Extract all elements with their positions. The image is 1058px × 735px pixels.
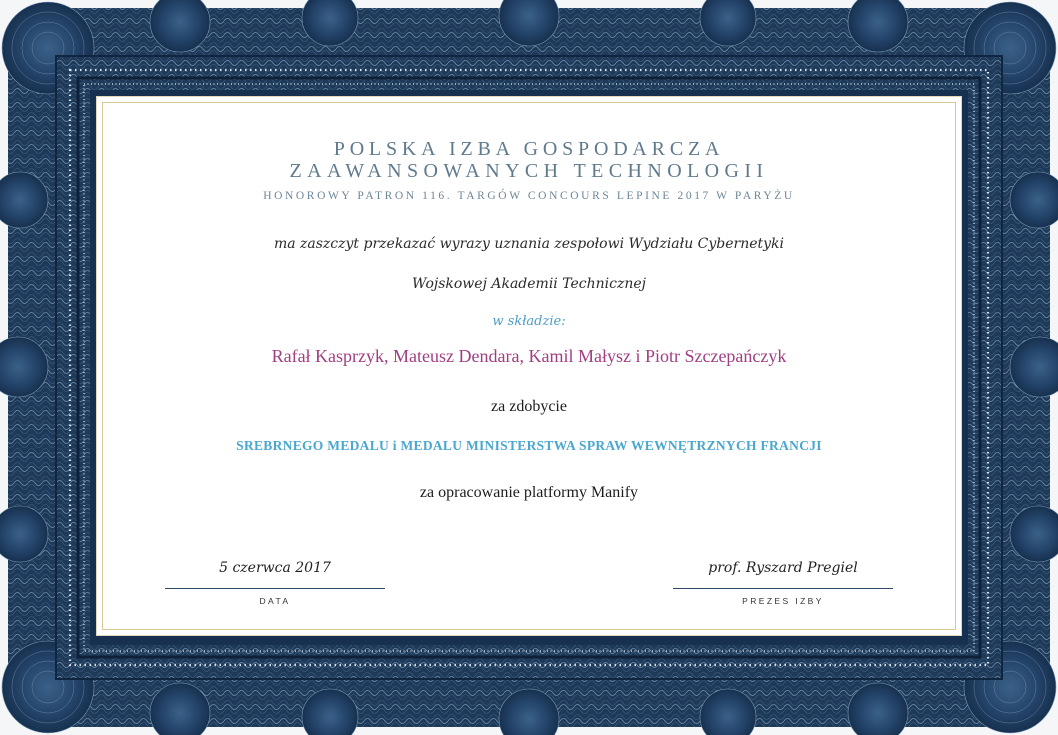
date-signature-block — [165, 560, 385, 606]
certificate-paper — [96, 96, 962, 636]
achievement-label: za zdobycie — [491, 398, 567, 415]
honorary-patron-line: HONOROWY PATRON 116. TARGÓW CONCOURS LEPINE 2017 W PARYŻU — [263, 190, 795, 202]
president-signature-line — [673, 588, 893, 589]
president-name: prof. Ryszard Pregiel — [708, 560, 858, 576]
president-caption: PREZES IZBY — [742, 596, 824, 606]
president-signature-block — [673, 560, 893, 606]
recognition-text-line2: Wojskowej Akademii Technicznej — [412, 276, 646, 292]
award-reason: za opracowanie platformy Manify — [419, 484, 639, 501]
members-label: w składzie: — [492, 314, 566, 329]
organization-name-line2: ZAAWANSOWANYCH TECHNOLOGII — [289, 160, 769, 182]
organization-name-line1: POLSKA IZBA GOSPODARCZA — [333, 138, 725, 160]
date-signature-line — [165, 588, 385, 589]
team-members: Rafał Kasprzyk, Mateusz Dendara, Kamil Małysz i Piotr Szczepańczyk — [271, 346, 787, 366]
award-title: SREBRNEGO MEDALU i MEDALU MINISTERSTWA SPRAW WEWNĘTRZNYCH FRANCJI — [236, 438, 822, 453]
date-caption: DATA — [259, 596, 291, 606]
recognition-text-line1: ma zaszczyt przekazać wyrazy uznania zespołowi Wydziału Cybernetyki — [273, 236, 785, 252]
date-value: 5 czerwca 2017 — [219, 560, 331, 576]
